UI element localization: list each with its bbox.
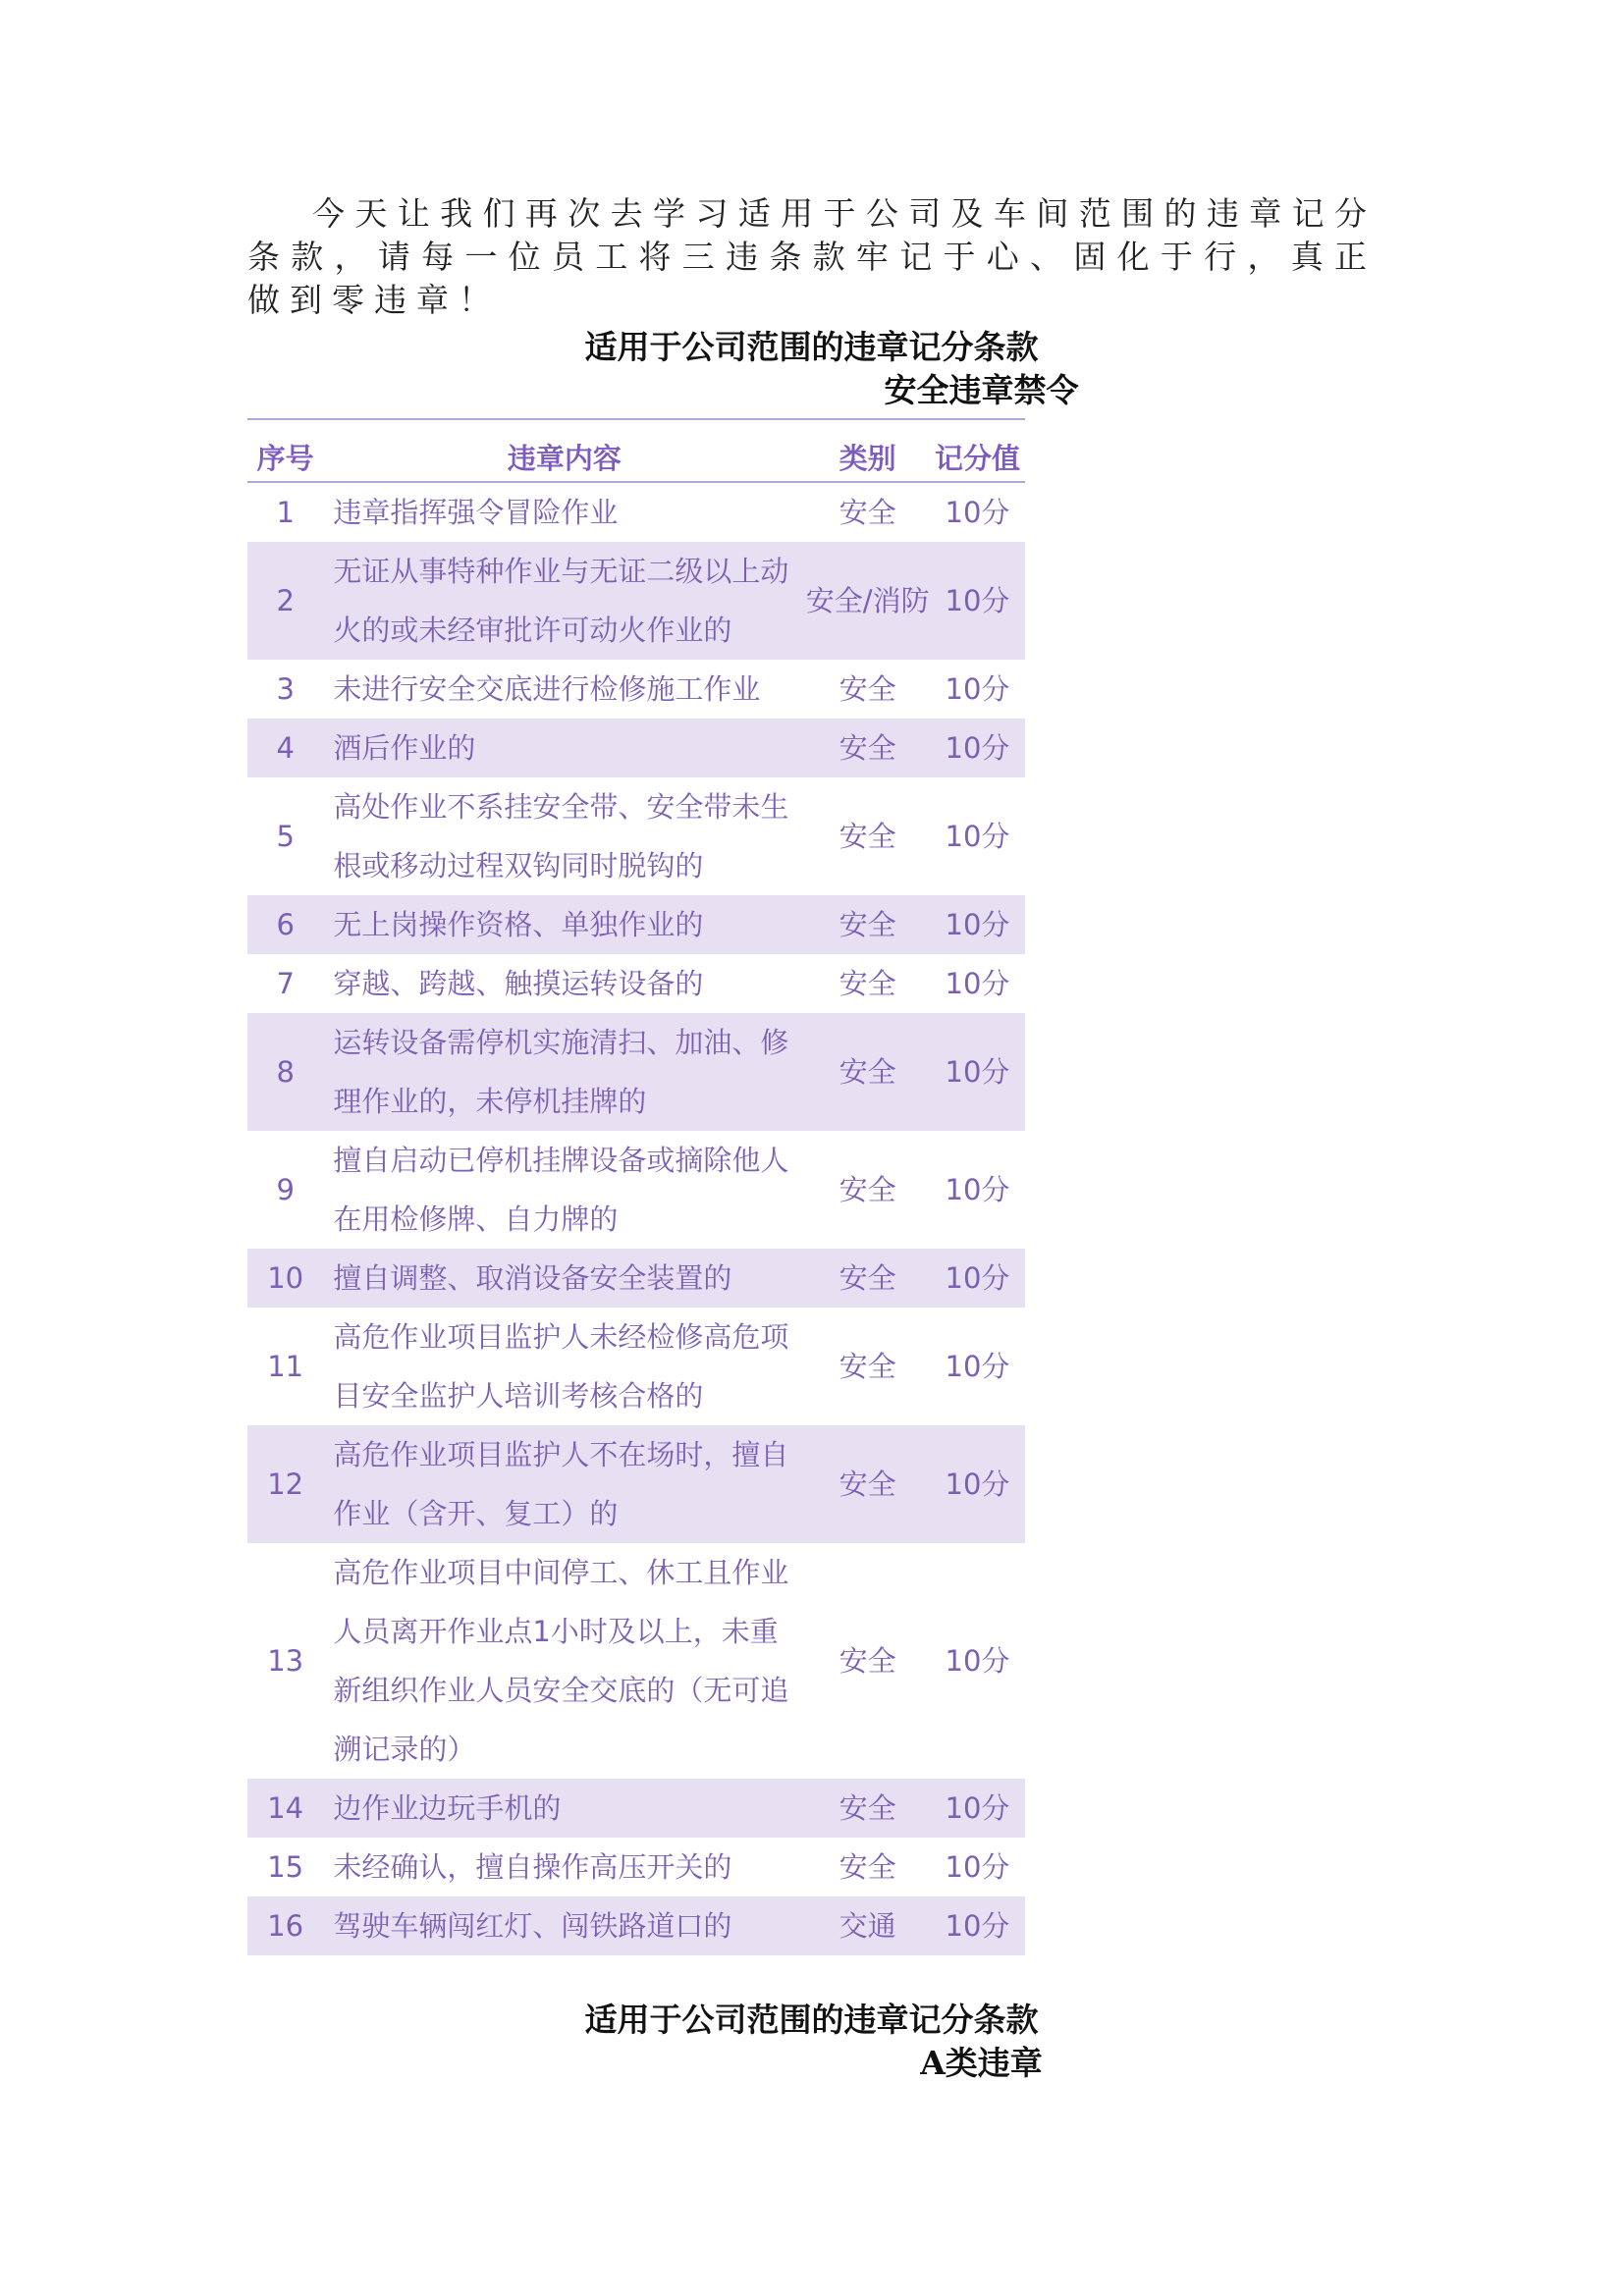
row-category: 安全 bbox=[839, 967, 896, 1000]
row-no: 10 bbox=[247, 1249, 323, 1308]
header-no: 序号 bbox=[247, 432, 323, 482]
section1-subtitle: 安全违章禁令 bbox=[884, 371, 1079, 409]
row-score: 10分 bbox=[930, 1896, 1025, 1955]
table-row bbox=[247, 1543, 1025, 1779]
table-row bbox=[247, 895, 1025, 954]
row-content: 未经确认，擅自操作高压开关的 bbox=[333, 1850, 732, 1884]
row-category: 安全 bbox=[805, 895, 930, 954]
header-category: 类别 bbox=[805, 432, 930, 482]
row-category: 安全 bbox=[805, 719, 930, 777]
row-content: 擅自启动已停机挂牌设备或摘除他人在用检修牌、自力牌的 bbox=[333, 1144, 789, 1236]
row-no: 8 bbox=[247, 1013, 323, 1131]
row-content: 高处作业不系挂安全带、安全带未生根或移动过程双钩同时脱钩的 bbox=[333, 790, 789, 882]
table-row bbox=[247, 1779, 1025, 1838]
table-row bbox=[247, 482, 1025, 542]
row-content: 边作业边玩手机的 bbox=[323, 1779, 805, 1838]
row-score: 10分 bbox=[930, 1249, 1025, 1308]
table-row bbox=[247, 1838, 1025, 1896]
table-header-row bbox=[247, 432, 1025, 482]
row-no: 14 bbox=[247, 1779, 323, 1838]
table-row bbox=[247, 1308, 1025, 1425]
row-score: 10分 bbox=[930, 1425, 1025, 1543]
row-content: 高危作业项目中间停工、休工且作业人员离开作业点1小时及以上，未重新组织作业人员安全交底的（无可追溯记录的） bbox=[333, 1556, 789, 1766]
section1-title: 适用于公司范围的违章记分条款 bbox=[584, 328, 1039, 366]
row-score: 10分 bbox=[945, 1644, 1010, 1678]
table-row bbox=[247, 542, 1025, 660]
table-row bbox=[247, 954, 1025, 1013]
row-category: 安全 bbox=[805, 1425, 930, 1543]
row-no: 7 bbox=[276, 967, 295, 1000]
table-row bbox=[247, 1131, 1025, 1249]
row-category: 安全 bbox=[839, 1644, 896, 1678]
row-score: 10分 bbox=[945, 1350, 1010, 1383]
row-score: 10分 bbox=[930, 895, 1025, 954]
row-content: 无证从事特种作业与无证二级以上动火的或未经审批许可动火作业的 bbox=[323, 542, 805, 660]
row-no: 2 bbox=[247, 542, 323, 660]
row-category: 安全 bbox=[805, 1779, 930, 1838]
row-category: 交通 bbox=[805, 1896, 930, 1955]
row-content: 运转设备需停机实施清扫、加油、修理作业的，未停机挂牌的 bbox=[323, 1013, 805, 1131]
table-row bbox=[247, 777, 1025, 895]
row-score: 10分 bbox=[930, 719, 1025, 777]
row-category: 安全 bbox=[839, 1850, 896, 1884]
row-category: 安全 bbox=[839, 1350, 896, 1383]
row-category: 安全 bbox=[839, 496, 896, 529]
row-no: 11 bbox=[267, 1350, 304, 1383]
row-no: 4 bbox=[247, 719, 323, 777]
row-no: 15 bbox=[267, 1850, 304, 1884]
table-top-rule bbox=[247, 418, 1025, 420]
row-category: 安全 bbox=[805, 1013, 930, 1131]
row-category: 安全 bbox=[805, 1249, 930, 1308]
row-no: 9 bbox=[276, 1173, 295, 1206]
row-no: 13 bbox=[267, 1644, 304, 1678]
row-no: 3 bbox=[276, 672, 295, 706]
row-content: 穿越、跨越、触摸运转设备的 bbox=[333, 967, 704, 1000]
row-category: 安全/消防 bbox=[805, 542, 930, 660]
header-score: 记分值 bbox=[930, 432, 1025, 482]
table-row bbox=[247, 660, 1025, 719]
row-no: 6 bbox=[247, 895, 323, 954]
table-row bbox=[247, 1013, 1025, 1131]
row-content: 无上岗操作资格、单独作业的 bbox=[323, 895, 805, 954]
row-content: 高危作业项目监护人不在场时，擅自作业（含开、复工）的 bbox=[323, 1425, 805, 1543]
row-category: 安全 bbox=[839, 820, 896, 853]
row-no: 1 bbox=[276, 496, 295, 529]
row-score: 10分 bbox=[945, 1173, 1010, 1206]
header-content: 违章内容 bbox=[323, 432, 805, 482]
row-score: 10分 bbox=[945, 967, 1010, 1000]
row-no: 16 bbox=[247, 1896, 323, 1955]
row-score: 10分 bbox=[945, 1850, 1010, 1884]
row-score: 10分 bbox=[945, 672, 1010, 706]
section2-title: 适用于公司范围的违章记分条款 bbox=[584, 2001, 1039, 2039]
table-row bbox=[247, 1425, 1025, 1543]
table-row bbox=[247, 1249, 1025, 1308]
row-score: 10分 bbox=[930, 1013, 1025, 1131]
row-content: 驾驶车辆闯红灯、闯铁路道口的 bbox=[323, 1896, 805, 1955]
row-content: 未进行安全交底进行检修施工作业 bbox=[333, 672, 761, 706]
row-content: 酒后作业的 bbox=[323, 719, 805, 777]
row-no: 12 bbox=[247, 1425, 323, 1543]
section2-subtitle: A类违章 bbox=[920, 2044, 1043, 2082]
violation-table bbox=[247, 432, 1025, 1955]
row-category: 安全 bbox=[839, 672, 896, 706]
row-score: 10分 bbox=[945, 820, 1010, 853]
row-score: 10分 bbox=[945, 496, 1010, 529]
row-content: 擅自调整、取消设备安全装置的 bbox=[323, 1249, 805, 1308]
intro-paragraph: 今天让我们再次去学习适用于公司及车间范围的违章记分条款，请每一位员工将三违条款牢记于心、固化于行，真正做到零违章！ bbox=[247, 194, 1377, 319]
row-score: 10分 bbox=[930, 1779, 1025, 1838]
row-score: 10分 bbox=[930, 542, 1025, 660]
row-content: 高危作业项目监护人未经检修高危项目安全监护人培训考核合格的 bbox=[333, 1320, 789, 1413]
table-row bbox=[247, 719, 1025, 777]
row-no: 5 bbox=[276, 820, 295, 853]
row-content: 违章指挥强令冒险作业 bbox=[333, 496, 619, 529]
row-category: 安全 bbox=[839, 1173, 896, 1206]
table-row bbox=[247, 1896, 1025, 1955]
